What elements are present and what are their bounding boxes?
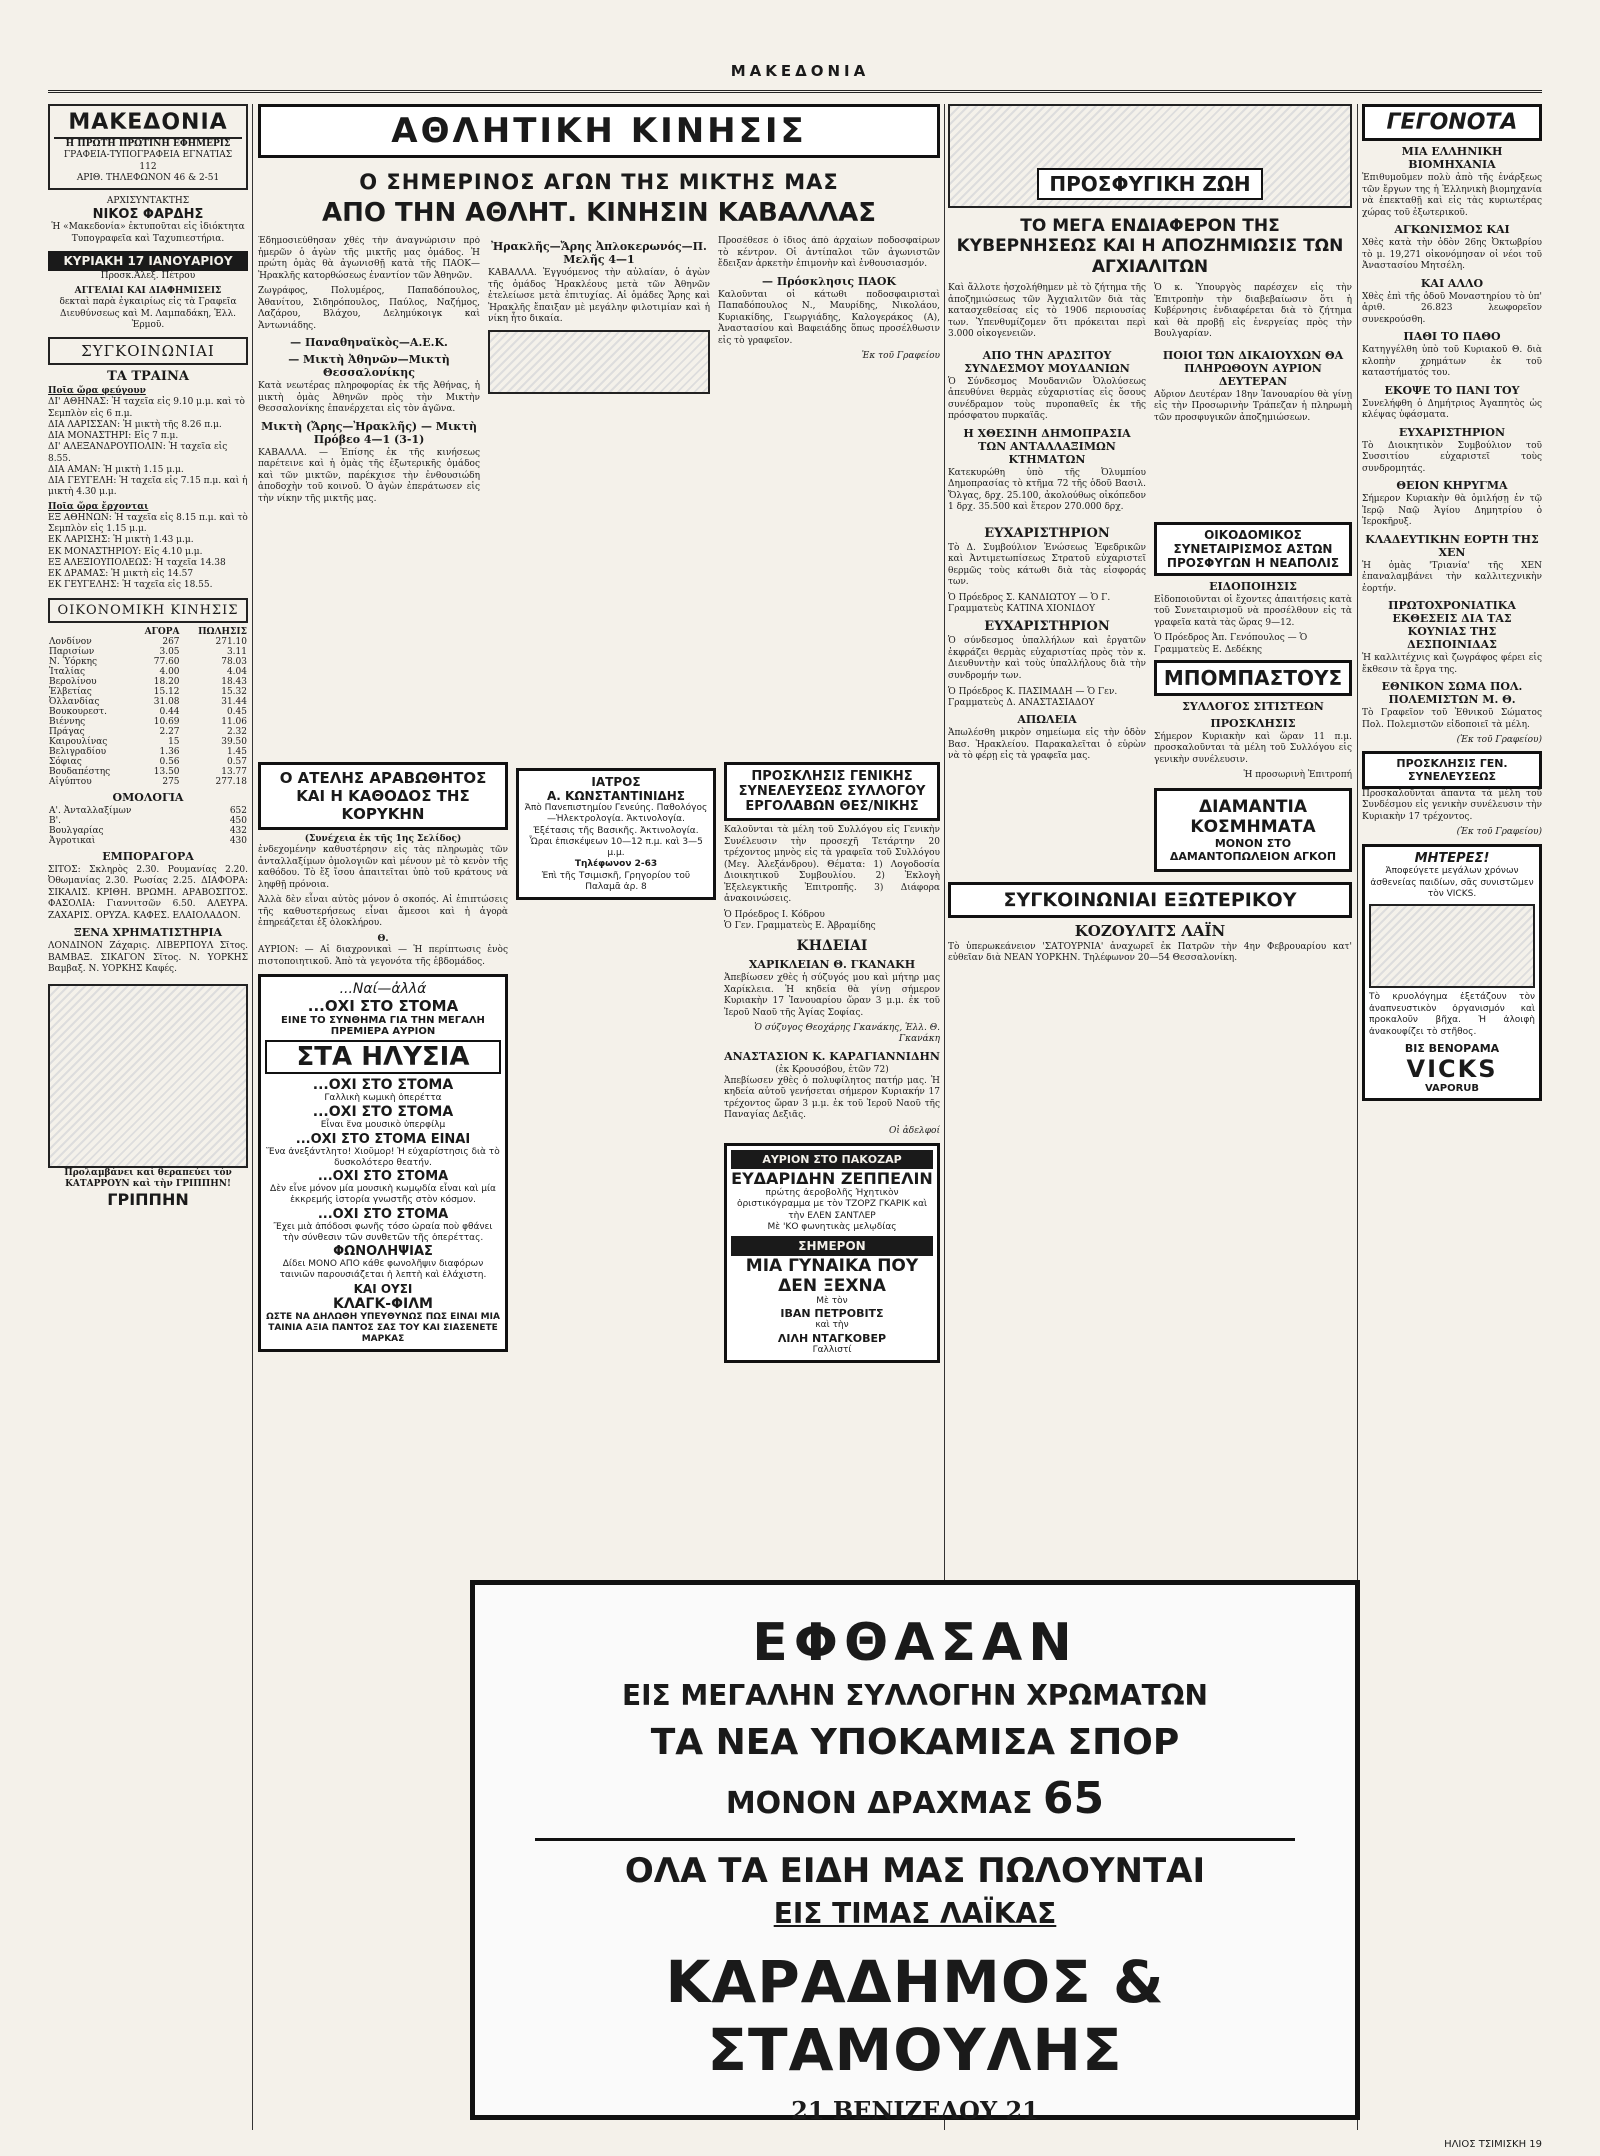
ad-line: καὶ τὴν	[815, 1320, 849, 1331]
sports-col-3	[718, 236, 940, 756]
ad-line: ΟΛΑ ΤΑ ΕΙΔΗ ΜΑΣ ΠΩΛΟΥΝΤΑΙ	[624, 1851, 1206, 1891]
paragraph: Αὔριον Δευτέραν 18ην Ἰανουαρίου θὰ γίνῃ εἰς τὴν Προσωρινὴν Τράπεζαν ἡ πληρωμὴ τῶν προσφυγικῶν ἀποζημιώσεων.	[1154, 389, 1352, 423]
table-row	[48, 647, 248, 657]
ad-line: ΑΥΡΙΟΝ ΣΤΟ ΠΑΚΟΖΑΡ	[731, 1150, 933, 1169]
news-left	[948, 345, 1146, 518]
subhead: ΕΥΧΑΡΙΣΤΗΡΙΟΝ	[984, 525, 1110, 541]
table-cell: Αἰγύπτου	[49, 776, 92, 787]
table-cell: 0.45	[226, 706, 247, 717]
diamond-ad	[1154, 788, 1352, 872]
paragraph: Ὁ κ. Ὑπουργὸς παρέσχεν εἰς τὴν Ἐπιτροπὴν τὴν διαβεβαίωσιν ὅτι ἡ Κυβέρνησις ἐνδιαφέρεται διὰ τὸ ζήτημα καὶ θὰ προβῇ εἰς ἐνεργείας πρὸς τὴν Βουλγαρίαν.	[1154, 283, 1352, 340]
table-cell: Ἑλβετίας	[49, 686, 92, 697]
table-cell: 0.56	[159, 756, 180, 767]
ad-line: πρώτης ἀεροβολῆς Ἠχητικὸν ὁριστικόγραμμα με τὸν ΤΖΟΡΖ ΓΚΑΡΙΚ καὶ τὴν ΕΛΕΝ ΣΑΝΤΛΕΡ	[736, 1188, 928, 1221]
table-cell: Βουκουρεστ.	[49, 706, 107, 717]
ad-line: Δὲν εἶνε μόνον μία μουσικὴ κωμῳδία εἶναι καὶ μία ἐκκρεμής ἱστορία γνωστῆς στὸν κόσμον.	[270, 1184, 496, 1206]
table-cell: Παρισίων	[49, 646, 95, 657]
elysia-ad	[258, 974, 508, 1352]
table-row	[48, 687, 248, 697]
table-cell: 432	[229, 825, 247, 836]
subhead: Ἠρακλῆς—Ἄρης Ἀπλοκερωνός—Π. Μελῆς 4—1	[491, 240, 707, 266]
ad-line: Ἔχει μιὰ ἀπόδοσι φωνῆς τόσο ὡραία ποὺ φθάνει τὴν σύνθεσιν τῶν συνθετῶν τῆς ὀπερέττας.	[273, 1221, 493, 1243]
table-cell: 31.44	[221, 696, 247, 707]
subhead: ΕΥΧΑΡΙΣΤΗΡΙΟΝ	[1398, 425, 1506, 439]
ad-line: ...ΟΧΙ ΣΤΟ ΣΤΟΜΑ	[317, 1206, 449, 1222]
ext-transport-title: ΣΥΓΚΟΙΝΩΝΙΑΙ ΕΞΩΤΕΡΙΚΟΥ	[948, 882, 1352, 918]
table-cell: 4.04	[226, 666, 247, 677]
ad-line: ΛΙΛΗ ΝΤΑΓΚΟΒΕΡ	[777, 1331, 887, 1345]
table-cell: Πράγας	[49, 726, 85, 737]
signature: Ὁ Πρόεδρος Κ. ΠΑΣΙΜΑΔΗ — Ὁ Γεν. Γραμματεὺς Δ. ΑΝΑΣΤΑΣΙΑΔΟΥ	[948, 686, 1118, 708]
table-cell: 0.44	[159, 706, 180, 717]
ad-address: 21 ΒΕΝΙΖΕΛΟΥ 21	[791, 2096, 1039, 2125]
paragraph: Ἀπωλέσθη μικρὸν σημείωμα εἰς τὴν ὁδὸν Βασ. Ἡρακλείου. Παρακαλεῖται ὁ εὑρὼν νὰ τὸ φέρῃ εἰς τὰ γραφεῖα μας.	[948, 728, 1146, 762]
table-row	[48, 806, 248, 816]
list-item: ΔΙΑ ΜΟΝΑΣΤΗΡΙ: Εἰς 7 π.μ.	[48, 431, 179, 441]
refugee-article	[948, 283, 1352, 345]
subhead: ΠΟΙΟΙ ΤΩΝ ΔΙΚΑΙΟΥΧΩΝ ΘΑ ΠΛΗΡΩΘΟΥΝ ΑΥΡΙΟΝ ΔΕΥΤΕΡΑΝ	[1162, 348, 1344, 388]
table-row	[48, 667, 248, 677]
table-row	[48, 727, 248, 737]
table-row	[48, 707, 248, 717]
table-cell: Ἀγροτικαὶ	[49, 835, 96, 846]
ad-line: ΕΙΣ ΤΙΜΑΣ ΛΑΪΚΑΣ	[773, 1897, 1057, 1930]
ad-line: ΙΑΤΡΟΣ	[591, 775, 641, 789]
paragraph: Ζωγράφος, Πολυμέρος, Παπαδόπουλος, Ἀθανίτου, Σιδηρόπουλος, Παύλος, Ναζήμος, Λαζάρου, Βλάχου, Δελημύκοιγκ καὶ Ἀντωνιάδης.	[258, 286, 480, 331]
paragraph: Ἐπιθυμοῦμεν πολὺ ἀπὸ τῆς ἐνάρξεως τῶν ἔργων της ἡ Ἑλληνικὴ βιομηχανία νὰ ἐπεκταθῇ καὶ εἰς τὰς κυριωτέρας χώρας τοῦ ἐξωτερικοῦ.	[1362, 173, 1542, 218]
table-cell: Ὀλλανδίας	[49, 696, 100, 707]
ad-line: ΜΗΤΕΡΕΣ!	[1414, 851, 1490, 867]
date-banner: ΚΥΡΙΑΚΗ 17 ΙΑΝΟΥΑΡΙΟΥ	[48, 251, 248, 271]
table-row	[48, 717, 248, 727]
list-item: ΕΞ ΑΛΕΞΙΟΥΠΟΛΕΩΣ: Ἡ ταχεῖα 14.38	[48, 557, 226, 568]
ad-line: ΜΟΝΟΝ ΔΡΑΧΜΑΣ	[725, 1786, 1033, 1821]
header-cell	[48, 627, 132, 637]
paragraph: Τὸ Δ. Συμβούλιον Ἑνώσεως Ἐφεδρικῶν καὶ Ἀντιμετωπίσεως Στρατοῦ εὐχαριστεῖ θερμῶς τοὺς κάτωθι διὰ τὰς εἰσφοράς των.	[948, 542, 1146, 588]
vicks-ad	[1362, 844, 1542, 1101]
ad-line: ΒΙΣ ΒΕΝΟΡΑΜΑ	[1404, 1042, 1500, 1056]
bombastos-ad: ΜΠΟΜΠΑΣΤΟΥΣ	[1154, 660, 1352, 696]
list-item: ΕΚ ΓΕΥΓΕΛΗΣ: Ἡ ταχεῖα εἰς 18.55.	[48, 580, 213, 591]
printer-note: ΗΛΙΟΣ ΤΣΙΜΙΣΚΗ 19	[1444, 2139, 1542, 2150]
paragraph: Σήμερον Κυριακὴν καὶ ὥραν 11 π.μ. προσκαλοῦνται τὰ μέλη τοῦ Συλλόγου εἰς γενικὴν συνέλευσιν.	[1154, 731, 1352, 765]
atheas-sub: (Συνέχεια ἐκ τῆς 1ης Σελίδος)	[304, 834, 462, 844]
foreign-text: ΛΟΝΔΙΝΟΝ Ζάχαρις. ΛΙΒΕΡΠΟΥΛ Σῖτος. ΒΑΜΒΑΞ. ΣΙΚΑΓΟΝ Σῖτος. Ν. ΥΟΡΚΗΣ Βαμβαξ. Ν. ΥΟΡΚΗΣ Καφές.	[48, 941, 248, 975]
ad-line: Ἀποφεύγετε μεγάλων χρόνων ἀσθενείας παιδίων, σᾶς συνιστῶμεν τὸν VICKS.	[1370, 866, 1534, 899]
notices-left	[948, 522, 1146, 878]
funeral-age: (ἐκ Κρουσόβου, ἐτῶν 72)	[775, 1064, 889, 1075]
paragraph: Προσέθεσε ὁ ἴδιος ἀπὸ ἀρχαίων ποδοσφαίρων τὸ κέντρον. Οἱ ἀντίπαλοι τῶν ἀγωνιστῶν ἔδειξαν ἀρκετὴν ἐπιμονὴν καὶ ἐνθουσιασμόν.	[718, 236, 940, 270]
events-column	[1362, 104, 1542, 2130]
refugee-headline: ΤΟ ΜΕΓΑ ΕΝΔΙΑΦΕΡΟΝ ΤΗΣ ΚΥΒΕΡΝΗΣΕΩΣ ΚΑΙ Η ΑΠΟΖΗΜΙΩΣΙΣ ΤΩΝ ΑΓΧΙΑΛΙΤΩΝ	[956, 216, 1344, 277]
ad-brand: VICKS	[1406, 1055, 1498, 1084]
invite-title: ΠΡΟΣΚΛΗΣΙΣ ΓΕΝΙΚΗΣ ΣΥΝΕΛΕΥΣΕΩΣ ΣΥΛΛΟΓΟΥ ΕΡΓΟΛΑΒΩΝ ΘΕΣ/ΝΙΚΗΣ	[724, 762, 940, 821]
fx-table	[48, 627, 248, 787]
subhead: ΣΥΛΛΟΓΟΣ ΣΙΤΙΣΤΕΩΝ	[1182, 699, 1324, 713]
masthead: ΜΑΚΕΔΟΝΙΑ	[730, 62, 870, 80]
header-cell: ΠΩΛΗΣΙΣ	[198, 626, 247, 637]
subhead: Μικτὴ (Ἄρης—Ἠρακλῆς) — Μικτὴ Πρόβεο 4—1 (3-1)	[261, 419, 477, 446]
subhead: ΚΛΑΔΕΥΤΙΚΗΝ ΕΟΡΤΗ ΤΗΣ ΧΕΝ	[1365, 532, 1539, 559]
table-cell: 2.27	[159, 726, 180, 737]
transport-title: ΣΥΓΚΟΙΝΩΝΙΑΙ	[48, 337, 248, 365]
table-cell: 3.11	[226, 646, 247, 657]
news-row	[948, 345, 1352, 518]
ad-line: Μὲ τὸν	[816, 1296, 848, 1307]
table-row	[48, 677, 248, 687]
sports-headline-2: ΑΠΟ ΤΗΝ ΑΘΛΗΤ. ΚΙΝΗΣΙΝ ΚΑΒΑΛΛΑΣ	[321, 198, 877, 228]
paragraph: Ὁ σύνδεσμος ὑπαλλήλων καὶ ἐργατῶν ἐκφράζει θερμὰς εὐχαριστίας πρὸς τὸν κ. Διευθυντὴν καὶ τοὺς ὑπαλλήλους διὰ τὴν συνδρομήν των.	[948, 636, 1146, 681]
table-cell: 271.10	[215, 636, 247, 647]
ad-line: Ἀπὸ Πανεπιστημίου Γενεύης. Παθολόγος—Ἠλεκτρολογία. Ἀκτινολογία.	[524, 803, 708, 825]
ad-line: Ἕνα ἀνεξάντλητο! Χιοῦμορ! Ἡ εὐχαρίστησις διὰ τὸ δυσκολότερο θεατήν.	[266, 1146, 500, 1168]
signature: (Ἐκ τοῦ Γραφείου)	[1456, 735, 1542, 746]
table-cell: 267	[162, 636, 180, 647]
left-column	[48, 104, 248, 2130]
sports-banner: ΑΘΛΗΤΙΚΗ ΚΙΝΗΣΙΣ	[258, 104, 940, 158]
table-cell: 18.43	[221, 676, 247, 687]
paragraph: Καλοῦνται τὰ μέλη τοῦ Συλλόγου εἰς Γενικὴν Συνέλευσιν τὴν προσεχῆ Τετάρτην 20 τρέχοντος μηνὸς εἰς τὰ γραφεῖα τοῦ Συλλόγου (Μεγ. Ἀλεξάνδρου). Θέματα: 1) Λογοδοσία Διοικητικοῦ Συμβουλίου. 2) Ἐκλογὴ Ἐξελεγκτικῆς Ἐπιτροπῆς. 3) Διάφορα ἀνακοινώσεις.	[724, 825, 940, 905]
ad-line: Γαλλικὴ κωμικὴ ὀπερέττα	[324, 1093, 442, 1104]
departures-list	[48, 397, 248, 498]
ad-line: ...ΟΧΙ ΣΤΟ ΣΤΟΜΑ	[312, 1077, 454, 1094]
subhead: ΠΑΘΙ ΤΟ ΠΑΘΟ	[1403, 330, 1501, 344]
illustration-caption: ΠΡΟΣΦΥΓΙΚΗ ΖΩΗ	[1037, 168, 1262, 200]
subhead: ΚΟΖΟΥΛΙΤΣ ΛΑΪΝ	[1074, 921, 1226, 940]
paragraph: Εἰδοποιοῦνται οἱ ἔχοντες ἀπαιτήσεις κατὰ τοῦ Συνεταιρισμοῦ νὰ προσέλθουν εἰς τὰ γραφεῖα κατὰ τὰς ὥρας 9—12.	[1154, 594, 1352, 628]
ad-line: ΚΛΑΓΚ-ΦΙΛΜ	[333, 1295, 433, 1312]
paragraph: Σήμερον Κυριακὴν θὰ ὁμιλήσῃ ἐν τῷ Ἱερῷ Ναῷ Ἁγίου Δημητρίου ὁ Ἱεροκῆρυξ.	[1362, 494, 1542, 528]
table-row	[48, 697, 248, 707]
table-header	[48, 627, 248, 637]
ad-line: ΤΑ ΝΕΑ ΥΠΟΚΑΜΙΣΑ ΣΠΟΡ	[650, 1722, 1180, 1763]
market-title: ΕΜΠΟΡΑΓΟΡΑ	[102, 849, 194, 863]
table-cell: 277.18	[215, 776, 247, 787]
list-item: ΕΚ ΜΟΝΑΣΤΗΡΙΟΥ: Εἰς 4.10 μ.μ.	[48, 546, 203, 557]
doctor-ad	[516, 768, 716, 900]
shirts-ad	[470, 1580, 1360, 2125]
sports-col-1	[258, 236, 480, 756]
ad-line: ΕΙΣ ΜΕΓΑΛΗΝ ΣΥΛΛΟΓΗΝ ΧΡΩΜΑΤΩΝ	[622, 1679, 1208, 1712]
ad-line: ΕΙΝΕ ΤΟ ΣΥΝΘΗΜΑ ΓΙΑ ΤΗΝ ΜΕΓΑΛΗ ΠΡΕΜΙΕΡΑ ΑΥΡΙΟΝ	[281, 1015, 485, 1038]
subhead: ΕΚΟΨΕ ΤΟ ΠΑΝΙ ΤΟΥ	[1384, 383, 1520, 397]
coop-title: ΟΙΚΟΔΟΜΙΚΟΣ ΣΥΝΕΤΑΙΡΙΣΜΟΣ ΑΣΤΩΝ ΠΡΟΣΦΥΓΩΝ Η ΝΕΑΠΟΛΙΣ	[1154, 522, 1352, 576]
ad-line: ...ΟΧΙ ΣΤΟ ΣΤΟΜΑ ΕΙΝΑΙ	[295, 1131, 471, 1147]
table-row	[48, 767, 248, 777]
signature: Οἱ ἀδελφοί	[888, 1125, 940, 1136]
sports-article	[258, 236, 940, 756]
table-cell: Βουλγαρίας	[49, 825, 104, 836]
table-cell: Βερολίνου	[49, 676, 97, 687]
table-cell: 652	[229, 805, 247, 816]
ad-line: Δίδει ΜΟΝΟ ΑΠΟ κάθε φωνολῆψιν διαφόρων ταινιῶν παρουσιάζεται ἡ λεπτὴ καὶ ἐλάχιστη.	[279, 1259, 487, 1281]
ad-line: Ἐξέτασις τῆς Βασικῆς. Ἀκτινολογία. Ὧραι ἐπισκέψεων 10—12 π.μ. καὶ 3—5 μ.μ.	[529, 825, 703, 858]
ad-cinema-name: ΣΤΑ ΗΛΥΣΙΑ	[265, 1040, 501, 1074]
offices: ΓΡΑΦΕΙΑ-ΤΥΠΟΓΡΑΦΕΙΑ ΕΓΝΑΤΙΑΣ 112	[63, 150, 233, 172]
table-cell: 13.50	[153, 766, 180, 777]
ad-line: Ἐπὶ τῆς Τσιμισκῆ, Γρηγορίου τοῦ Παλαμᾶ ἀρ. 8	[541, 870, 691, 892]
table-cell: 3.05	[159, 646, 180, 657]
ad-line: ...ΟΧΙ ΣΤΟ ΣΤΟΜΑ	[307, 997, 459, 1016]
table-row	[48, 637, 248, 647]
paragraph: Τὸ Γραφεῖον τοῦ Ἐθνικοῦ Σώματος Πολ. Πολεμιστῶν εἰδοποιεῖ τὰ μέλη.	[1362, 708, 1542, 730]
table-row	[48, 747, 248, 757]
lower-section	[258, 762, 940, 1369]
paragraph: Καὶ ἄλλοτε ἠσχολήθημεν μὲ τὸ ζήτημα τῆς ἀποζημιώσεως τῶν Ἀγχιαλιτῶν διὰ τὰς κατασχεθείσας εἰς τὸ 1906 περιουσίας των. Ὑπενθυμίζομεν ὅτι πρόκειται περὶ 3.000 οἰκογενειῶν.	[948, 283, 1146, 340]
signature: Ἡ προσωρινὴ Ἐπιτροπή	[1243, 770, 1352, 781]
table-cell: 11.06	[221, 716, 247, 727]
table-cell: 31.08	[153, 696, 180, 707]
table-cell: Α'. Ἀνταλλαξίμων	[49, 805, 132, 816]
table-cell: 430	[229, 835, 247, 846]
table-row	[48, 777, 248, 787]
subhead: Η ΧΘΕΣΙΝΗ ΔΗΜΟΠΡΑΣΙΑ ΤΩΝ ΑΝΤΑΛΛΑΞΙΜΩΝ ΚΤΗΜΑΤΩΝ	[963, 426, 1131, 466]
news-right	[1154, 345, 1352, 518]
table-row	[48, 826, 248, 836]
ad-line: ΦΩΝΟΛΗΨΙΑΣ	[333, 1244, 433, 1260]
subhead: — Παναθηναϊκὸς—Α.Ε.Κ.	[290, 336, 448, 350]
notices-right	[1154, 522, 1352, 878]
nameplate: ΜΑΚΕΔΟΝΙΑ	[54, 110, 242, 139]
paragraph: ΑΥΡΙΟΝ: — Αἱ διαχρονικαὶ — Ἡ περίπτωσις ἐνὸς πιστοποιητικοῦ. Ἀπὸ τὰ γεγονότα τῆς ἑβδομάδος.	[258, 945, 508, 967]
paragraph: Προσκαλοῦνται ἅπαντα τὰ μέλη τοῦ Συνδέσμου εἰς γενικὴν συνέλευσιν τὴν Κυριακὴν 17 τρέχοντος.	[1362, 788, 1542, 822]
sports-headline-1: Ο ΣΗΜΕΡΙΝΟΣ ΑΓΩΝ ΤΗΣ ΜΙΚΤΗΣ ΜΑΣ	[359, 170, 839, 194]
table-cell: 15	[168, 736, 180, 747]
ad-line: ΩΣΤΕ ΝΑ ΔΗΛΩΘΗ ΥΠΕΥΘΥΝΩΣ ΠΩΣ ΕΙΝΑΙ ΜΙΑ ΤΑΙΝΙΑ ΑΞΙΑ ΠΑΝΤΟΣ ΣΑΣ ΤΟΥ ΚΑΙ ΣΙΑΣΕΝΕΤΕ ΜΑΡΚΑΣ	[266, 1311, 500, 1345]
ad-line: ...ΟΧΙ ΣΤΟ ΣΤΟΜΑ	[317, 1169, 449, 1185]
subhead: — Πρόσκλησις ΠΑΟΚ	[762, 274, 896, 288]
table-row	[48, 816, 248, 826]
ad-line: VAPORUB	[1424, 1083, 1480, 1095]
paragraph: Τὸ κρυολόγημα ἐξετάζουν τὸν ἀναπνευστικὸν ὀργανισμόν καὶ προκαλοῦν βῆχα. Ἡ ἀλοιφὴ ἀνακουφίζει τὸ στῆθος.	[1369, 992, 1535, 1037]
ad-line: ΜΟΝΟΝ ΣΤΟ ΔΑΜΑΝΤΟΠΩΛΕΙΟΝ ΑΓΚΟΠ	[1169, 836, 1337, 863]
signature: Ὁ Πρόεδρος Σ. ΚΑΝΔΙΩΤΟΥ — Ὁ Γ. Γραμματεὺς ΚΑΤΙΝΑ ΧΙΟΝΙΔΟΥ	[948, 592, 1111, 615]
column-rule	[252, 104, 253, 2130]
table-cell: 13.77	[221, 766, 247, 777]
list-item: ΕΞ ΑΘΗΝΩΝ: Ἡ ταχεῖα εἰς 8.15 π.μ. καὶ τὸ Σεμπλὸν εἰς 1.15 μ.μ.	[48, 512, 248, 534]
bonds-table	[48, 806, 248, 846]
market-text: ΣΙΤΟΣ: Σκληρὸς 2.30. Ρουμανίας 2.20. Ὀθωμανίας 2.30. Ρωσίας 2.25. ΔΙΑΦΟΡΑ: ΣΙΚΑΛΙΣ. ΚΡΙΘΗ. ΒΡΩΜΗ. ΑΡΑΒΟΣΙΤΟΣ. ΦΑΣΟΛΙΑ: Γιαννιτσῶν 6.50. ΑΛΕΥΡΑ. ΖΑΧΑΡΙΣ. ΟΡΥΖΑ. ΚΑΦΕΣ. ΕΛΑΙΟΛΑΔΟΝ.	[48, 864, 248, 921]
table-cell: 1.45	[226, 746, 247, 757]
paragraph: ΚΑΒΑΛΛΑ. Ἐγγυόμενος τὴν αὐλαίαν, ὁ ἀγὼν τῆς ὁμάδος Ἠρακλέους μετὰ τῶν Ἀθηνῶν ἐτελείωσε μετὰ ἐπιτυχίας. Αἱ ὁμάδες Ἄρης καὶ Ἠρακλῆς ἔπαιξαν μὲ μεγάλην φιλοτιμίαν καὶ ἡ νίκη ἦτο δικαία.	[488, 268, 710, 325]
table-cell: 39.50	[221, 736, 247, 747]
paragraph: Χθὲς κατὰ τὴν ὁδὸν 26ης Ὀκτωβρίου τὸ μ. 19,271 οἰκονόμησαν οἱ νέοι τοῦ Ἀναστασίου Μητσέλη.	[1362, 238, 1542, 272]
editor-label: ΑΡΧΙΣΥΝΤΑΚΤΗΣ	[106, 196, 190, 206]
subhead: ΕΘΝΙΚΟΝ ΣΩΜΑ ΠΟΛ. ΠΟΛΕΜΙΣΤΩΝ Μ. Θ.	[1381, 680, 1523, 707]
subhead: ΑΠΩΛΕΙΑ	[1017, 713, 1077, 726]
paragraph: Κατεκυρώθη ὑπὸ τῆς Ὀλυμπίου Δημοπρασίας τὸ κτῆμα 72 τῆς ὁδοῦ Βασιλ. Ὄλγας, δρχ. 25.100, ἀκολούθως οἰκόπεδον 1 δρχ. 35.500 καὶ ἕτερον 270.000 δρχ.	[948, 467, 1146, 513]
ad-line: ΜΙΑ ΓΥΝΑΙΚΑ ΠΟΥ ΔΕΝ ΞΕΧΝΑ	[745, 1256, 919, 1297]
paragraph: Τὸ ὑπερωκεάνειον 'ΣΑΤΟΥΡΝΙΑ' ἀναχωρεῖ ἐκ Πατρῶν τὴν 4ην Φεβρουαρίου κατ' εὐθεῖαν διὰ ΝΕΑΝ ΥΟΡΚΗΝ. Τηλέφωνον 20—54 Θεσσαλονίκη.	[948, 941, 1352, 964]
list-item: ΔΙΑ ΛΑΡΙΣΣΑΝ: Ἡ μικτὴ τῆς 8.26 π.μ.	[48, 419, 222, 430]
funeral-title: ΚΗΔΕΙΑΙ	[796, 938, 868, 955]
table-cell: Ν. Ὑόρκης	[49, 656, 98, 667]
foreign-title: ΞΕΝΑ ΧΡΗΜΑΤΙΣΤΗΡΙΑ	[73, 926, 223, 940]
signature: Ὁ σύζυγος Θεοχάρης Γκανάκης, Ἑλλ. Θ. Γκανάκη	[754, 1023, 940, 1045]
grippe-ad-text: Προλαμβάνει καὶ θεραπεύει τὸν ΚΑΤΑΡΡΟΥΝ καὶ τὴν ΓΡΙΠΠΗΝ!	[64, 1167, 232, 1189]
ad-headline: ΕΦΘΑΣΑΝ	[752, 1613, 1078, 1673]
ad-line: ...ΟΧΙ ΣΤΟ ΣΤΟΜΑ	[312, 1104, 454, 1121]
tagline: Η ΠΡΩΤΗ ΠΡΩΤΙΝΗ ΕΦΗΜΕΡΙΣ	[65, 139, 231, 149]
editor-name: ΝΙΚΟΣ ΦΑΡΔΗΣ	[92, 207, 204, 223]
list-item: ΔΙΑ ΑΜΑΝ: Ἡ μικτὴ 1.15 μ.μ.	[48, 464, 184, 475]
grippe-ad-illustration	[48, 984, 248, 1168]
ad-line: ΙΒΑΝ ΠΕΤΡΟΒΙΤΣ	[780, 1307, 884, 1321]
paragraph: Κατὰ νεωτέρας πληροφορίας ἐκ τῆς Ἀθήνας, ἡ μικτὴ ὁμὰς Ἀθηνῶν πρὸς τὴν Μικτὴν Θεσσαλονίκης ἐπανέρχεται εἰς τὸν ἀγῶνα.	[258, 381, 480, 415]
table-cell: 0.57	[226, 756, 247, 767]
econ-title: ΟΙΚΟΝΟΜΙΚΗ ΚΙΝΗΣΙΣ	[48, 598, 248, 623]
ad-line: ΚΟΣΜΗΜΑΤΑ	[1190, 816, 1316, 837]
gold-title: ΟΜΟΛΟΓΙΑ	[112, 790, 184, 804]
table-row	[48, 657, 248, 667]
table-cell: 1.36	[159, 746, 180, 757]
ad-line: ...Ναί—ἀλλά	[339, 981, 427, 998]
table-cell: Β'.	[49, 815, 61, 826]
funeral-name: ΧΑΡΙΚΛΕΙΑΝ Θ. ΓΚΑΝΑΚΗ	[748, 958, 916, 972]
sports-col-2	[488, 236, 710, 756]
saint-of-day: Προσκ.Ἀλεξ. Πέτρου	[100, 270, 196, 281]
table-cell: 2.32	[226, 726, 247, 737]
table-cell: Βιέννης	[49, 716, 86, 727]
nameplate-box	[48, 104, 248, 190]
lower-right	[724, 762, 940, 1369]
table-cell: 4.00	[159, 666, 180, 677]
arrivals-title: Ποῖα ὥρα ἔρχονται	[48, 501, 149, 512]
ad-line: ΔΙΑΜΑΝΤΙΑ	[1198, 796, 1308, 817]
signature: Ὁ Πρόεδρος Ι. Κόδρου	[724, 909, 825, 920]
funeral-name: ΑΝΑΣΤΑΣΙΟΝ Κ. ΚΑΡΑΓΙΑΝΝΙΔΗΝ	[724, 1049, 940, 1063]
paragraph: Ἀπεβίωσεν χθὲς ἡ σύζυγός μου καὶ μήτηρ μας Χαρίκλεια. Ἡ κηδεία θὰ γίνῃ σήμερον Κυριακὴν 17 Ἰανουαρίου ὥραν 3 μ.μ. ἐκ τοῦ Ἱεροῦ Ναοῦ τῆς Ἁγίας Σοφίας.	[724, 973, 940, 1018]
ads-label: ΑΓΓΕΛΙΑΙ ΚΑΙ ΔΙΑΦΗΜΙΣΕΙΣ	[74, 286, 222, 296]
paragraph: Ἡ ὁμὰς 'Τριανία' τῆς ΧΕΝ ἐπαναλαμβάνει τὴν καλλιτεχνικὴν ἑορτήν.	[1362, 560, 1542, 594]
subhead: ΘΕΙΟΝ ΚΗΡΥΓΜΑ	[1396, 479, 1508, 493]
ad-line: ΕΥΔΑΡΙΔΗΝ ΖΕΠΠΕΛΙΝ	[731, 1169, 933, 1189]
grippe-ad-title: ΓΡΙΠΠΗΝ	[107, 1190, 189, 1210]
refugee-life-illustration	[948, 104, 1352, 208]
arrivals-list	[48, 513, 248, 592]
editor-block	[48, 196, 248, 245]
list-item: ΕΚ ΛΑΡΙΣΗΣ: Ἡ μικτὴ 1.43 μ.μ.	[48, 535, 194, 546]
paragraph: Καλοῦνται οἱ κάτωθι ποδοσφαιρισταὶ Παπαδόπουλος Ν., Μαυρίδης, Νικολάου, Κυριακίδης, Γεωργιάδης, Καλογεράκος (Α), Ἀναστασίου καὶ Βαφειάδης ὅπως προσέλθωσιν εἰς τὸ γραφεῖον.	[718, 289, 940, 346]
ad-price: 65	[1042, 1773, 1105, 1824]
signature: Θ.	[377, 933, 389, 944]
paragraph: Ἀλλὰ δὲν εἶναι αὐτὸς μόνον ὁ σκοπός. Αἱ ἐπιπτώσεις τῆς καθυστερήσεως εἶναι ἄμεσοι καὶ ἡ ἀγορὰ ἐπηρεάζεται ἐξ ὁλοκλήρου.	[258, 895, 508, 929]
paragraph: Ἐδημοσιεύθησαν χθὲς τὴν ἀναγνώρισιν πρὸ ἡμερῶν ὁ ἀγὼν τῆς μικτῆς μας ὁμάδος. Ἡ πρώτη ὁμὰς θὰ ἀγωνισθῇ κατὰ τῆς ΠΑΟΚ—Ἠρακλῆς κατορθώσεως ἐναντίον τῶν Ἀθηνῶν.	[258, 236, 480, 281]
signature: Ἐκ τοῦ Γραφείου	[861, 351, 940, 362]
table-cell: Καιρουλίνας	[49, 736, 108, 747]
phone: ΑΡΙΘ. ΤΗΛΕΦΩΝΟΝ 46 & 2-51	[76, 172, 220, 183]
table-cell: Ἰταλίας	[49, 666, 86, 677]
table-row	[48, 757, 248, 767]
paragraph: ΚΑΒΑΛΛΑ. — Ἐπίσης ἐκ τῆς κινήσεως παρέτεινε καὶ ἡ ὁμὰς τῆς ἐξωτερικῆς ὁμάδος καὶ τῶν μικτῶν, παρέκχισε τὴν ἐνθουσιώδη ἀποδοχὴν τοῦ κοινοῦ. Ὁ ἀγὼν ἐπεράτωσεν εἰς τὴν νίκην τῆς μικτῆς μας.	[258, 447, 480, 504]
ad-line: Τηλέφωνον 2-63	[574, 859, 658, 870]
paragraph: Ἀπεβίωσεν χθὲς ὁ πολυφίλητος πατήρ μας. Ἡ κηδεία αὐτοῦ γενήσεται σήμερον Κυριακήν 17 τρέχοντος ὥραν 3 μ.μ. ἐκ τοῦ Ἱεροῦ Ναοῦ τῆς Παναγίας Δεξιᾶς.	[724, 1075, 940, 1121]
ad-brand: ΚΑΡΑΔΗΜΟΣ & ΣΤΑΜΟΥΛΗΣ	[665, 1948, 1165, 2084]
table-cell: 450	[229, 815, 247, 826]
ad-divider	[535, 1838, 1295, 1841]
header-cell: ΑΓΟΡΑ	[144, 626, 180, 637]
ad-price-line	[475, 1773, 1355, 1824]
table-cell: 10.69	[153, 716, 180, 727]
paragraph: Ὁ Σύνδεσμος Μουδανιῶν Ὀλολύσεως ἀπευθύνει θερμὰς εὐχαριστίας εἰς ὅσους συνέδραμον τοὺς πυροπαθεῖς ἐκ τῆς πρόσφατου πυρκαϊᾶς.	[948, 376, 1146, 422]
paragraph: Ἡ καλλιτέχνις καὶ ζωγράφος φέρει εἰς ἔκθεσιν τὰ ἔργα της.	[1362, 653, 1542, 675]
table-cell: 275	[162, 776, 180, 787]
notices-row	[948, 522, 1352, 878]
paragraph: Χθὲς ἐπὶ τῆς ὁδοῦ Μοναστηρίου τὸ ὑπ' ἀριθ. 26.823 λεωφορεῖον συνεκρούσθη.	[1362, 291, 1542, 325]
ads-note: δεκταὶ παρὰ ἐγκαιρίως εἰς τὰ Γραφεῖα Διευθύνσεως καὶ Μ. Λαμπαδάκη, Ἑλλ. Ἑρμοῦ.	[59, 297, 237, 330]
list-item: ΔΙ' ΑΛΕΞΑΝΔΡΟΥΠΟΛΙΝ: Ἡ ταχεῖα εἰς 8.55.	[48, 442, 228, 464]
table-cell: 78.03	[221, 656, 247, 667]
table-cell: 15.32	[221, 686, 247, 697]
departures-title: Ποῖα ὥρα φεύγουν	[48, 386, 146, 396]
subhead: ΑΠΟ ΤΗΝ ΑΡΔΣΙΤΟΥ ΣΥΝΔΕΣΜΟΥ ΜΟΥΔΑΝΙΩΝ	[964, 348, 1130, 375]
subhead: ΠΡΟΣΚΛΗΣΙΣ ΓΕΝ. ΣΥΝΕΛΕΥΣΕΩΣ	[1362, 751, 1542, 789]
subhead: ΜΙΑ ΕΛΛΗΝΙΚΗ ΒΙΟΜΗΧΑΝΙΑ	[1401, 145, 1503, 171]
paragraph: Συνελήφθη ὁ Δημήτριος Ἀγαπητὸς ὡς κλέψας ὑφάσματα.	[1362, 398, 1542, 421]
subhead: ΑΓΚΩΝΙΣΜΟΣ ΚΑΙ	[1394, 223, 1510, 237]
subhead: ΕΙΔΟΠΟΙΗΣΙΣ	[1209, 579, 1297, 593]
paragraph: Τὸ Διοικητικὸν Συμβούλιον τοῦ Συσσιτίου εὐχαριστεῖ τοὺς συνδρομητάς.	[1362, 440, 1542, 474]
lower-middle	[516, 762, 716, 1369]
table-cell: 15.12	[153, 686, 180, 697]
vicks-illustration	[1369, 904, 1535, 988]
text-placeholder	[488, 330, 710, 394]
subhead: ΠΡΩΤΟΧΡΟΝΙΑΤΙΚΑ ΕΚΘΕΣΕΙΣ ΔΙΑ ΤΑΣ ΚΟΥΝΙΑΣ ΤΗΣ ΔΕΣΠΟΙΝΙΔΑΣ	[1388, 599, 1516, 652]
lower-left	[258, 762, 508, 1369]
paragraph: Κατηγγέλθη ὑπὸ τοῦ Κυριακοῦ Θ. διὰ κλοπὴν χρημάτων ἐκ τοῦ καταστήματός του.	[1362, 345, 1542, 379]
signature: Ὁ Πρόεδρος Ἀπ. Γενόπουλος — Ὁ Γραμματεὺς Ε. Δεδέκης	[1154, 633, 1308, 655]
ad-line: ΣΗΜΕΡΟΝ	[731, 1236, 933, 1256]
editor-note: Ἡ «Μακεδονία» ἐκτυποῦται εἰς ἰδιόκτητα Τυπογραφεῖα καὶ Ταχυπιεστήρια.	[51, 222, 245, 244]
atheas-title: Ο ΑΤΕΛΗΣ ΑΡΑΒΩΘΗΤΟΣ ΚΑΙ Η ΚΑΘΟΔΟΣ ΤΗΣ ΚΟΡΥΚΗΝ	[258, 762, 508, 830]
subhead: ΠΡΟΣΚΛΗΣΙΣ	[1210, 716, 1296, 730]
ad-line: Γαλλιστί	[812, 1344, 852, 1355]
ad-line: ΚΑΙ ΟΥΣΙ	[353, 1281, 413, 1296]
list-item: ΔΙ' ΑΘΗΝΑΣ: Ἡ ταχεῖα εἰς 9.10 μ.μ. καὶ τὸ Σεμπλὸν εἰς 6 π.μ.	[48, 397, 245, 419]
table-cell: 77.60	[153, 656, 180, 667]
cinema-ad	[724, 1143, 940, 1363]
signature: (Ἐκ τοῦ Γραφείου)	[1456, 827, 1542, 838]
paragraph: ἐνδεχομένην καθυστέρησιν εἰς τὰς πληρωμὰς τῶν ἀνταλλαξίμων ὁμολογιῶν καὶ μένουν μὲ τὸ κενὸν τῆς καθόδου. Τὸ ἔξ ἴσου ἀπαιτεῖται ὑπὸ τοῦ κράτους νὰ ληφθῇ πρόνοια.	[258, 845, 508, 890]
table-row	[48, 836, 248, 846]
table-row	[48, 737, 248, 747]
table-cell: Λονδίνον	[49, 636, 92, 647]
subhead: ΕΥΧΑΡΙΣΤΗΡΙΟΝ	[984, 619, 1110, 635]
ad-line: Α. ΚΩΝΣΤΑΝΤΙΝΙΔΗΣ	[547, 789, 685, 803]
trains-title: ΤΑ ΤΡΑΙΝΑ	[107, 369, 189, 384]
list-item: ΕΚ ΔΡΑΜΑΣ: Ἡ μικτὴ εἰς 14.57	[48, 569, 194, 579]
signature: Ὁ Γεν. Γραμματεὺς Ε. Ἀβραμίδης	[724, 920, 876, 931]
table-cell: Βουδαπέστης	[49, 766, 111, 777]
subhead: — Μικτὴ Ἀθηνῶν—Μικτὴ Θεσσαλονίκης	[288, 353, 450, 380]
top-rule	[48, 90, 1542, 93]
subhead: ΚΑΙ ΑΛΛΟ	[1420, 276, 1484, 290]
table-cell: 18.20	[153, 676, 180, 687]
table-cell: Σόφιας	[49, 756, 82, 767]
table-cell: Βελιγραδίου	[49, 746, 107, 757]
ad-line: Μὲ 'ΚΟ φωνητικὰς μελῳδίας	[767, 1221, 897, 1232]
ad-line: Εἶναι ἕνα μουσικὸ ὑπερφίλμ	[320, 1120, 446, 1131]
list-item: ΔΙΑ ΓΕΥΓΕΛΗ: Ἡ ταχεῖα εἰς 7.15 π.μ. καὶ ἡ μικτὴ 4.30 μ.μ.	[48, 476, 248, 498]
events-title: ΓΕΓΟΝΟΤΑ	[1362, 104, 1542, 141]
